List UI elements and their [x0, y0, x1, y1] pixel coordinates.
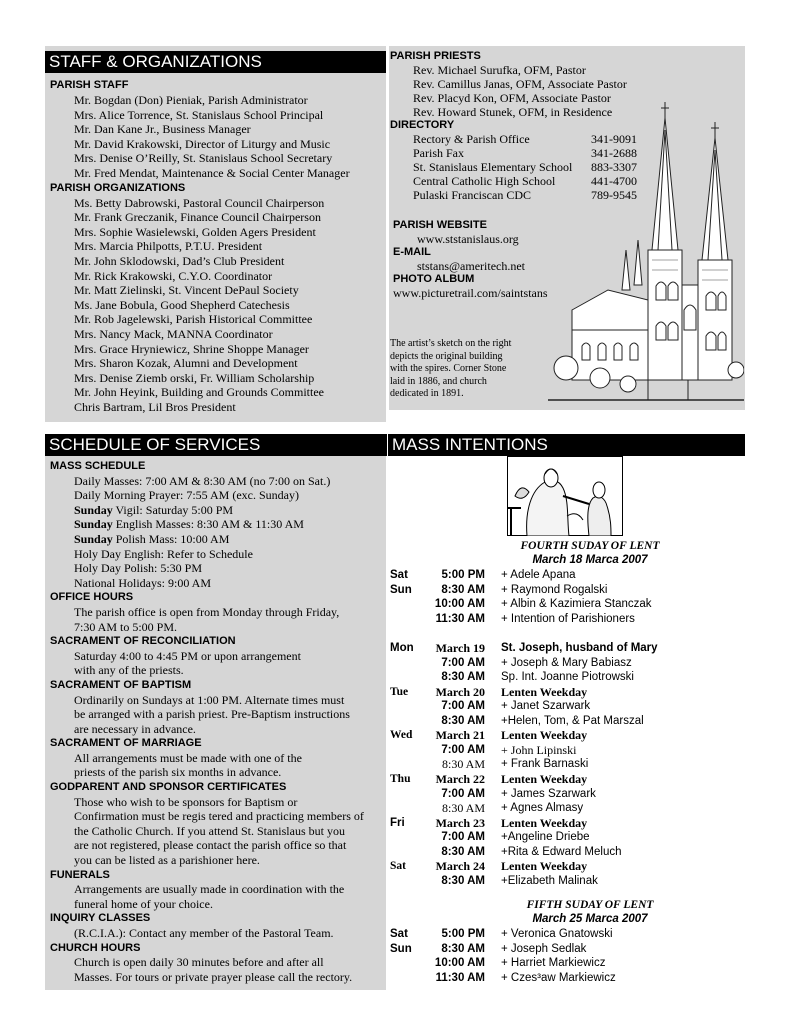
intention-text: + Agnes Almasy — [501, 802, 584, 815]
organization-leader: Mr. John Heyink, Building and Grounds Committee — [74, 385, 324, 400]
godparent-line: you can be listed as a parishioner here. — [74, 853, 260, 868]
caption-line: laid in 1886, and church — [390, 375, 487, 387]
schedule-section — [50, 459, 390, 984]
fourth-sunday-title: FOURTH SUDAY OF LENT — [520, 540, 660, 552]
intention-time: 8:30 AM — [441, 714, 485, 727]
mass-schedule-day: Sunday — [74, 531, 113, 546]
caption-line: depicts the original building — [390, 350, 503, 362]
mass-schedule-text: Daily Masses: 7:00 AM & 8:30 AM (no 7:00 on Sat.) — [74, 473, 331, 488]
fifth-sunday-title: FIFTH SUDAY OF LENT — [526, 899, 654, 911]
intention-time: March 23 — [435, 815, 485, 830]
intention-day: Mon — [390, 642, 414, 654]
intention-text: Lenten Weekday — [501, 815, 588, 830]
directory-phone: 441-4700 — [591, 174, 637, 188]
intention-time: March 24 — [435, 859, 485, 874]
mass-schedule-text: Holy Day Polish: 5:30 PM — [74, 561, 203, 576]
mass-schedule-day: Sunday — [74, 502, 113, 517]
intention-row — [389, 685, 789, 700]
intention-time: March 20 — [435, 684, 485, 699]
intention-day: Sat — [390, 928, 408, 940]
intention-time: 8:30 AM — [441, 757, 485, 772]
intention-time: 8:30 AM — [441, 874, 485, 887]
directory-name: Central Catholic High School — [413, 174, 556, 188]
directory-phone: 883-3307 — [591, 160, 637, 174]
intention-row — [389, 845, 789, 860]
intention-text: Lenten Weekday — [501, 728, 588, 743]
intention-time: 11:30 AM — [435, 612, 485, 625]
intention-text: +Rita & Edward Meluch — [501, 845, 622, 858]
reconciliation-line: Saturday 4:00 to 4:45 PM or upon arrangement — [74, 648, 301, 663]
godparent-line: Those who wish to be sponsors for Baptism or — [74, 794, 298, 809]
organization-leader: Mr. Matt Zielinski, St. Vincent DePaul Society — [74, 283, 299, 298]
intention-time: 8:30 AM — [441, 801, 485, 816]
parish-priests-heading: PARISH PRIESTS — [390, 50, 481, 62]
church-hours-line: Masses. For tours or private prayer please call the rectory. — [74, 969, 353, 984]
organization-leader: Ms. Betty Dabrowski, Pastoral Council Chairperson — [74, 195, 325, 210]
intention-time: 7:00 AM — [441, 700, 485, 713]
organization-leader: Mrs. Grace Hryniewicz, Shrine Shoppe Manager — [74, 341, 309, 356]
staff-member: Mrs. Alice Torrence, St. Stanislaus School Principal — [74, 107, 324, 122]
intention-day: Sat — [390, 569, 408, 581]
organization-leader: Mrs. Marcia Philpotts, P.T.U. President — [74, 239, 263, 254]
intention-time: 7:00 AM — [441, 656, 485, 669]
staff-section — [50, 78, 384, 414]
intention-day: Fri — [390, 816, 405, 829]
mass-schedule-text: Polish Mass: 10:00 AM — [112, 531, 230, 546]
website-link[interactable]: www.ststanislaus.org — [417, 232, 519, 246]
staff-member: Mrs. Denise O’Reilly, St. Stanislaus School Secretary — [74, 151, 333, 166]
intention-text: + Janet Szarwark — [501, 700, 591, 713]
staff-member: Mr. Fred Mendat, Maintenance & Social Center Manager — [74, 165, 350, 180]
intention-time: 7:00 AM — [441, 743, 485, 756]
parish-organizations-list — [50, 196, 384, 415]
mass-schedule-line — [50, 576, 390, 591]
priest-name: Rev. Camillus Janas, OFM, Associate Pastor — [413, 77, 627, 91]
godparent-heading: GODPARENT AND SPONSOR CERTIFICATES — [50, 781, 287, 794]
intention-row — [389, 641, 789, 656]
baptism-heading: SACRAMENT OF BAPTISM — [50, 678, 192, 691]
organization-leader: Mrs. Nancy Mack, MANNA Coordinator — [74, 326, 273, 341]
caption-line: The artist’s sketch on the right — [390, 338, 512, 349]
intention-text: + Harriet Markiewicz — [501, 957, 606, 970]
organization-leader: Ms. Jane Bobula, Good Shepherd Catechesis — [74, 297, 290, 312]
organization-leader: Mr. John Sklodowski, Dad’s Club President — [74, 253, 285, 268]
priest-name: Rev. Placyd Kon, OFM, Associate Pastor — [413, 91, 611, 105]
intention-row — [389, 787, 789, 802]
intention-text: + Czes³aw Markiewicz — [501, 971, 616, 984]
intention-text: +Helen, Tom, & Pat Marszal — [501, 714, 644, 727]
intention-row — [389, 597, 789, 612]
intention-text: St. Joseph, husband of Mary — [501, 642, 658, 654]
marriage-line: priests of the parish six months in advance. — [74, 765, 282, 780]
baptism-line: are necessary in advance. — [74, 721, 196, 736]
intention-row — [389, 670, 789, 685]
intention-time: 8:30 AM — [441, 583, 485, 596]
intention-row — [389, 942, 789, 957]
intention-row — [389, 743, 789, 758]
baptism-line: be arranged with a parish priest. Pre-Baptism instructions — [74, 707, 350, 722]
godparent-line: the Catholic Church. If you attend St. Stanislaus but you — [74, 823, 345, 838]
funerals-line: Arrangements are usually made in coordination with the — [74, 882, 345, 897]
intention-day: Sun — [390, 583, 412, 596]
intention-row — [389, 714, 789, 729]
organization-leader: Mr. Rob Jagelewski, Parish Historical Committee — [74, 312, 313, 327]
directory-name: Pulaski Franciscan CDC — [413, 188, 531, 202]
intention-text: Lenten Weekday — [501, 771, 588, 786]
intention-row — [389, 830, 789, 845]
intention-text: + James Szarwark — [501, 787, 596, 800]
mass-schedule-text: National Holidays: 9:00 AM — [74, 575, 211, 590]
intention-row — [389, 816, 789, 831]
mass-schedule-line — [50, 532, 390, 547]
marriage-heading: SACRAMENT OF MARRIAGE — [50, 737, 202, 750]
schedule-title-text: SCHEDULE OF SERVICES — [49, 435, 261, 454]
mass-schedule-day: Sunday — [74, 517, 113, 532]
mass-schedule-line — [50, 488, 390, 503]
intentions-title-text: MASS INTENTIONS — [392, 435, 548, 454]
office-hours-line: The parish office is open from Monday through Friday, — [74, 604, 340, 619]
mass-schedule-heading: MASS SCHEDULE — [50, 460, 146, 472]
organization-leader: Chris Bartram, Lil Bros President — [74, 399, 236, 414]
godparent-line: are not registered, please contact the parish office so that — [74, 838, 347, 853]
intention-text: + Adele Apana — [501, 569, 576, 581]
directory-name: Rectory & Parish Office — [413, 132, 530, 146]
mass-schedule-line — [50, 503, 390, 518]
intention-row — [389, 859, 789, 874]
email-heading: E-MAIL — [393, 246, 431, 258]
intention-time: 10:00 AM — [434, 957, 485, 970]
fifth-sunday-date: March 25 Marca 2007 — [532, 913, 648, 925]
directory-name: St. Stanislaus Elementary School — [413, 160, 573, 174]
sketch-caption — [390, 338, 550, 401]
staff-title — [45, 51, 386, 73]
intention-time: March 19 — [435, 641, 485, 655]
intention-time: 5:00 PM — [441, 569, 485, 581]
intention-text: + Albin & Kazimiera Stanczak — [501, 598, 652, 611]
intention-text: + Veronica Gnatowski — [501, 928, 613, 940]
intention-time: 7:00 AM — [441, 831, 485, 844]
intention-row — [389, 656, 789, 671]
intention-time: 10:00 AM — [434, 598, 485, 611]
intention-time: March 21 — [435, 728, 485, 743]
parish-organizations-heading: PARISH ORGANIZATIONS — [50, 181, 186, 194]
mass-schedule-text: Vigil: Saturday 5:00 PM — [112, 502, 234, 517]
intention-text: + John Lipinski — [501, 742, 577, 757]
godparent-line: Confirmation must be regis tered and practicing members of — [74, 809, 364, 824]
organization-leader: Mr. Frank Greczanik, Finance Council Chairperson — [74, 210, 321, 225]
inquiry-heading: INQUIRY CLASSES — [50, 912, 151, 925]
reconciliation-line: with any of the priests. — [74, 663, 184, 678]
mass-schedule-text: Daily Morning Prayer: 7:55 AM (exc. Sunday) — [74, 488, 299, 503]
intention-time: 5:00 PM — [441, 928, 485, 940]
parish-staff-list — [50, 93, 384, 181]
church-hours-heading: CHURCH HOURS — [50, 941, 141, 954]
intention-text: + Raymond Rogalski — [501, 583, 608, 596]
priest-name: Rev. Michael Surufka, OFM, Pastor — [413, 63, 586, 77]
organization-leader: Mrs. Denise Ziemb orski, Fr. William Scholarship — [74, 370, 315, 385]
organization-leader: Mrs. Sophie Wasielewski, Golden Agers President — [74, 224, 316, 239]
funerals-line: funeral home of your choice. — [74, 896, 213, 911]
intention-row — [389, 612, 789, 627]
baptism-line: Ordinarily on Sundays at 1:00 PM. Alternate times must — [74, 692, 345, 707]
intention-text: Lenten Weekday — [501, 684, 588, 699]
caption-line: dedicated in 1891. — [390, 388, 464, 399]
reconciliation-heading: SACRAMENT OF RECONCILIATION — [50, 635, 236, 648]
intention-text: + Frank Barnaski — [501, 758, 589, 771]
priest-name: Rev. Howard Stunek, OFM, in Residence — [413, 105, 613, 119]
intention-day: Thu — [390, 772, 411, 785]
directory-phone: 341-9091 — [591, 132, 637, 146]
intention-text: + Joseph & Mary Babiasz — [501, 656, 632, 669]
organization-leader: Mr. Rick Krakowski, C.Y.O. Coordinator — [74, 268, 273, 283]
intention-row — [389, 971, 789, 986]
intention-time: March 22 — [435, 771, 485, 786]
intention-row — [389, 801, 789, 816]
intention-row — [389, 568, 789, 583]
intention-day: Sun — [390, 942, 412, 955]
intention-time: 8:30 AM — [441, 942, 485, 955]
intention-time: 8:30 AM — [441, 845, 485, 858]
intention-row — [389, 728, 789, 743]
intention-time: 7:00 AM — [441, 787, 485, 800]
intention-row — [389, 874, 789, 889]
staff-member: Mr. David Krakowski, Director of Liturgy and Music — [74, 136, 331, 151]
intention-text: Sp. Int. Joanne Piotrowski — [501, 671, 634, 684]
office-hours-heading: OFFICE HOURS — [50, 591, 134, 604]
jesus-healing-image — [507, 456, 623, 536]
inquiry-line: (R.C.I.A.): Contact any member of the Pastoral Team. — [74, 926, 334, 940]
intention-text: +Elizabeth Malinak — [501, 874, 598, 887]
intention-row — [389, 772, 789, 787]
intention-row — [389, 956, 789, 971]
intention-day: Sat — [390, 860, 406, 873]
intention-day: Tue — [390, 685, 409, 698]
parish-staff-heading: PARISH STAFF — [50, 79, 129, 91]
directory-phone: 341-2688 — [591, 146, 637, 160]
mass-schedule-line — [50, 517, 390, 532]
caption-line: with the spires. Corner Stone — [390, 363, 507, 374]
website-heading: PARISH WEBSITE — [393, 219, 487, 231]
church-sketch-image — [548, 100, 744, 412]
funerals-heading: FUNERALS — [50, 868, 110, 881]
staff-member: Mr. Bogdan (Don) Pieniak, Parish Administrator — [74, 93, 308, 107]
organization-leader: Mrs. Sharon Kozak, Alumni and Development — [74, 356, 298, 371]
directory-heading: DIRECTORY — [390, 119, 455, 131]
directory-name: Parish Fax — [413, 146, 464, 160]
intentions-title — [388, 434, 745, 456]
mass-schedule-line — [50, 561, 390, 576]
schedule-title — [45, 434, 387, 456]
marriage-line: All arrangements must be made with one of the — [74, 750, 302, 765]
intention-text: Lenten Weekday — [501, 859, 588, 874]
intention-text: + Intention of Parishioners — [501, 612, 635, 625]
mass-schedule-line — [50, 474, 390, 489]
mass-schedule-text: English Masses: 8:30 AM & 11:30 AM — [112, 517, 304, 532]
staff-title-text: STAFF & ORGANIZATIONS — [49, 52, 262, 71]
fourth-sunday-date: March 18 Marca 2007 — [532, 554, 648, 566]
intention-row — [389, 757, 789, 772]
email-link[interactable]: ststans@ameritech.net — [417, 259, 526, 273]
photo-album-link[interactable]: www.picturetrail.com/saintstans — [393, 286, 548, 300]
intention-text: +Angeline Driebe — [501, 831, 590, 844]
intention-day: Wed — [390, 729, 413, 742]
intention-row — [389, 583, 789, 598]
intention-row — [389, 927, 789, 942]
mass-schedule-text: Holy Day English: Refer to Schedule — [74, 546, 253, 561]
staff-member: Mr. Dan Kane Jr., Business Manager — [74, 122, 251, 137]
intention-time: 8:30 AM — [441, 671, 485, 684]
mass-schedule-line — [50, 547, 390, 562]
directory-phone: 789-9545 — [591, 188, 637, 202]
intention-text: + Joseph Sedlak — [501, 942, 587, 955]
photo-album-heading: PHOTO ALBUM — [393, 273, 475, 285]
office-hours-line: 7:30 AM to 5:00 PM. — [74, 619, 178, 634]
intention-time: 11:30 AM — [435, 971, 485, 984]
church-hours-line: Church is open daily 30 minutes before and after all — [74, 955, 324, 970]
intention-row — [389, 699, 789, 714]
